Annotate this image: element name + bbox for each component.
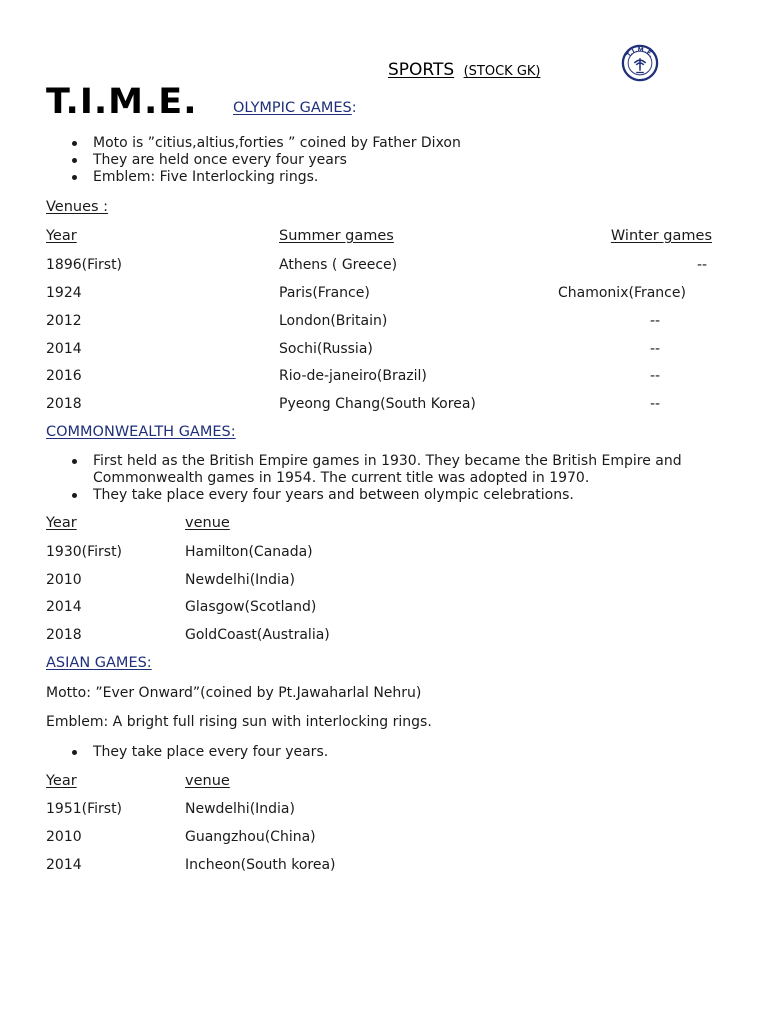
asian-heading: ASIAN GAMES: bbox=[46, 655, 152, 671]
table-row bbox=[46, 857, 726, 877]
table-row bbox=[46, 368, 726, 388]
commonwealth-heading: COMMONWEALTH GAMES: bbox=[46, 424, 236, 440]
venue-cell: Glasgow(Scotland) bbox=[185, 599, 317, 615]
title-text: SPORTS bbox=[388, 60, 455, 80]
table-row bbox=[46, 341, 726, 361]
year-cell: 2010 bbox=[46, 829, 82, 845]
summer-cell: Paris(France) bbox=[279, 285, 370, 301]
list-item: Emblem: Five Interlocking rings. bbox=[46, 169, 746, 186]
summer-cell: Sochi(Russia) bbox=[279, 341, 373, 357]
summer-cell: Pyeong Chang(South Korea) bbox=[279, 396, 476, 412]
table-row bbox=[46, 396, 726, 416]
column-header-venue: venue bbox=[185, 773, 230, 789]
venues-label: Venues : bbox=[46, 199, 109, 215]
olympic-facts-list bbox=[46, 135, 746, 186]
winter-cell: -- bbox=[697, 257, 708, 273]
year-cell: 1930(First) bbox=[46, 544, 123, 560]
table-row bbox=[46, 572, 726, 592]
summer-cell: Athens ( Greece) bbox=[279, 257, 398, 273]
column-header-year: Year bbox=[46, 515, 77, 531]
year-cell: 2014 bbox=[46, 857, 82, 873]
winter-cell: -- bbox=[650, 341, 661, 357]
list-item: They take place every four years and between olympic celebrations. bbox=[46, 487, 706, 504]
year-cell: 2010 bbox=[46, 572, 82, 588]
year-cell: 2014 bbox=[46, 599, 82, 615]
table-row bbox=[46, 599, 726, 619]
year-cell: 2018 bbox=[46, 396, 82, 412]
commonwealth-table-header bbox=[46, 515, 726, 535]
winter-cell: Chamonix(France) bbox=[558, 285, 686, 301]
table-row bbox=[46, 627, 726, 647]
commonwealth-facts-list bbox=[46, 453, 706, 504]
subtitle-text: (STOCK GK) bbox=[463, 64, 541, 79]
list-item: They take place every four years. bbox=[46, 744, 706, 761]
summer-cell: Rio-de-janeiro(Brazil) bbox=[279, 368, 427, 384]
year-cell: 1951(First) bbox=[46, 801, 123, 817]
list-item: They are held once every four years bbox=[46, 152, 746, 169]
venue-cell: Guangzhou(China) bbox=[185, 829, 316, 845]
table-row bbox=[46, 257, 726, 277]
column-header-year: Year bbox=[46, 228, 77, 244]
year-cell: 2016 bbox=[46, 368, 82, 384]
year-cell: 2018 bbox=[46, 627, 82, 643]
page-title bbox=[388, 60, 541, 80]
brand-logotype: T.I.M.E. bbox=[46, 82, 198, 122]
asian-table-header bbox=[46, 773, 726, 793]
logo-text: T.I.M.E. bbox=[625, 46, 655, 59]
time-logo-icon bbox=[621, 44, 659, 82]
asian-motto: Motto: ”Ever Onward”(coined by Pt.Jawaharlal Nehru) bbox=[46, 685, 422, 701]
column-header-venue: venue bbox=[185, 515, 230, 531]
column-header-winter: Winter games bbox=[610, 228, 712, 244]
column-header-year: Year bbox=[46, 773, 77, 789]
table-row bbox=[46, 829, 726, 849]
table-row bbox=[46, 313, 726, 333]
table-row bbox=[46, 544, 726, 564]
winter-cell: -- bbox=[650, 396, 661, 412]
winter-cell: -- bbox=[650, 368, 661, 384]
venue-cell: Hamilton(Canada) bbox=[185, 544, 313, 560]
olympic-heading: OLYMPIC GAMES: bbox=[233, 100, 357, 116]
winter-cell: -- bbox=[650, 313, 661, 329]
year-cell: 2014 bbox=[46, 341, 82, 357]
venue-cell: Incheon(South korea) bbox=[185, 857, 336, 873]
venue-cell: Newdelhi(India) bbox=[185, 801, 295, 817]
list-item: Moto is ”citius,altius,forties ” coined by Father Dixon bbox=[46, 135, 746, 152]
year-cell: 2012 bbox=[46, 313, 82, 329]
olympic-table-header bbox=[46, 228, 726, 248]
table-row bbox=[46, 285, 726, 305]
venue-cell: Newdelhi(India) bbox=[185, 572, 295, 588]
asian-facts-list bbox=[46, 744, 706, 761]
asian-emblem: Emblem: A bright full rising sun with interlocking rings. bbox=[46, 714, 432, 730]
list-item: First held as the British Empire games in 1930. They became the British Empire and Commonwealth games in 1954. The current title was adopted in 1970. bbox=[46, 453, 706, 487]
summer-cell: London(Britain) bbox=[279, 313, 388, 329]
column-header-summer: Summer games bbox=[279, 228, 394, 244]
year-cell: 1924 bbox=[46, 285, 82, 301]
venue-cell: GoldCoast(Australia) bbox=[185, 627, 330, 643]
table-row bbox=[46, 801, 726, 821]
year-cell: 1896(First) bbox=[46, 257, 123, 273]
